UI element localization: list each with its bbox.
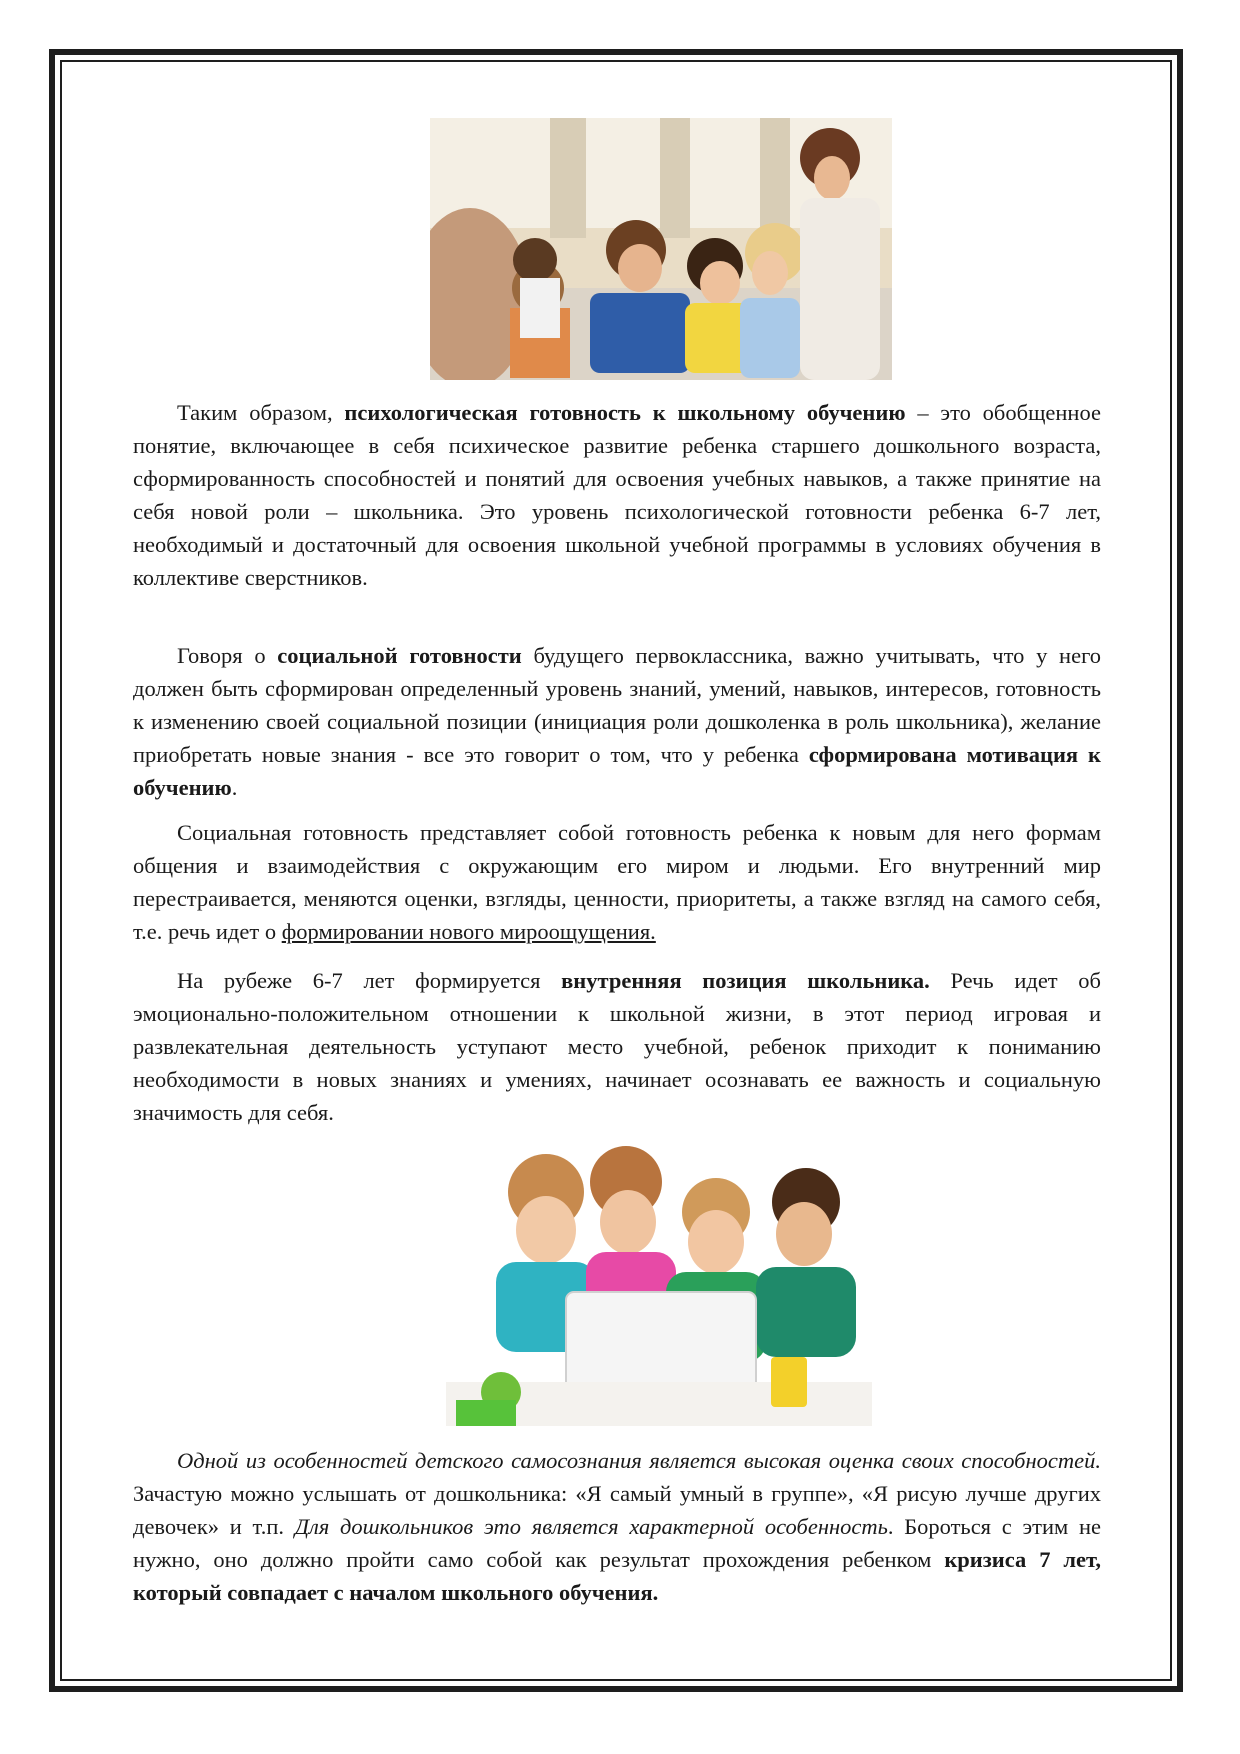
paragraph-psychological-readiness	[133, 396, 1101, 594]
children-laptop-photo	[446, 1142, 872, 1426]
paragraph-self-awareness	[133, 1444, 1101, 1609]
bold-term: социальной готовности	[277, 643, 522, 668]
paragraph-internal-position	[133, 964, 1101, 1129]
children-laptop-photo-illustration	[446, 1142, 872, 1426]
underlined-term: формировании нового мироощущения.	[281, 919, 656, 944]
classroom-photo	[430, 118, 892, 380]
text: Социальная готовность представляет собой готовность ребенка к новым для него формам общения и взаимодействия с окружающим его миром и людьми. Его внутренний мир перестраивается, меняются оценки, взгляды, ценности, приоритеты, а также взгляд на самого себя, т.е. речь идет о	[133, 820, 1101, 944]
paragraph-social-readiness-definition	[133, 816, 1101, 948]
text: На рубеже 6-7 лет формируется	[177, 968, 562, 993]
text: Говоря о	[177, 643, 278, 668]
text: – это обобщенное понятие, включающее в себя психическое развитие ребенка старшего дошкольного возраста, сформированность способностей и понятий для освоения учебных навыков, а также принятие на себя новой роли – школьника. Это уровень психологической готовности ребенка 6-7 лет, необходимый и достаточный для освоения школьной учебной программы в условиях обучения в коллективе сверстников.	[133, 400, 1101, 590]
italic-text: Одной из особенностей детского самосознания является высокая оценка своих способностей.	[177, 1448, 1101, 1473]
classroom-photo-illustration	[430, 118, 892, 380]
text: .	[231, 775, 238, 800]
text: будущего первоклассника, важно учитывать, что у него должен быть сформирован определенный уровень знаний, умений, навыков, интересов, готовность к изменению своей социальной позиции (инициация роли дошколенка в роль школьника), желание приобретать новые знания - все это говорит о том, что у ребенка	[133, 643, 1101, 767]
bold-term: сформирована мотивация к обучению	[133, 742, 1101, 800]
text: Речь идет об эмоционально-положительном отношении к школьной жизни, в этот период игровая и развлекательная деятельность уступают место учебной, ребенок приходит к пониманию необходимости в новых знаниях и умениях, начинает осознавать ее важность и социальную значимость для себя.	[133, 968, 1101, 1125]
bold-term: внутренняя позиция школьника.	[561, 968, 930, 993]
bold-term: психологическая готовность к школьному обучению	[344, 400, 906, 425]
text: Таким образом,	[177, 400, 345, 425]
bold-term: кризиса 7 лет, который совпадает с началом школьного обучения.	[133, 1547, 1101, 1605]
italic-text: Для дошкольников это является характерной особенность	[294, 1514, 888, 1539]
paragraph-social-readiness	[133, 639, 1101, 804]
text: Зачастую можно услышать от дошкольника: «Я самый умный в группе», «Я рисую лучше других девочек» и т.п.	[133, 1481, 1101, 1539]
text: . Бороться с этим не нужно, оно должно пройти само собой как результат прохождения ребенком	[133, 1514, 1101, 1572]
